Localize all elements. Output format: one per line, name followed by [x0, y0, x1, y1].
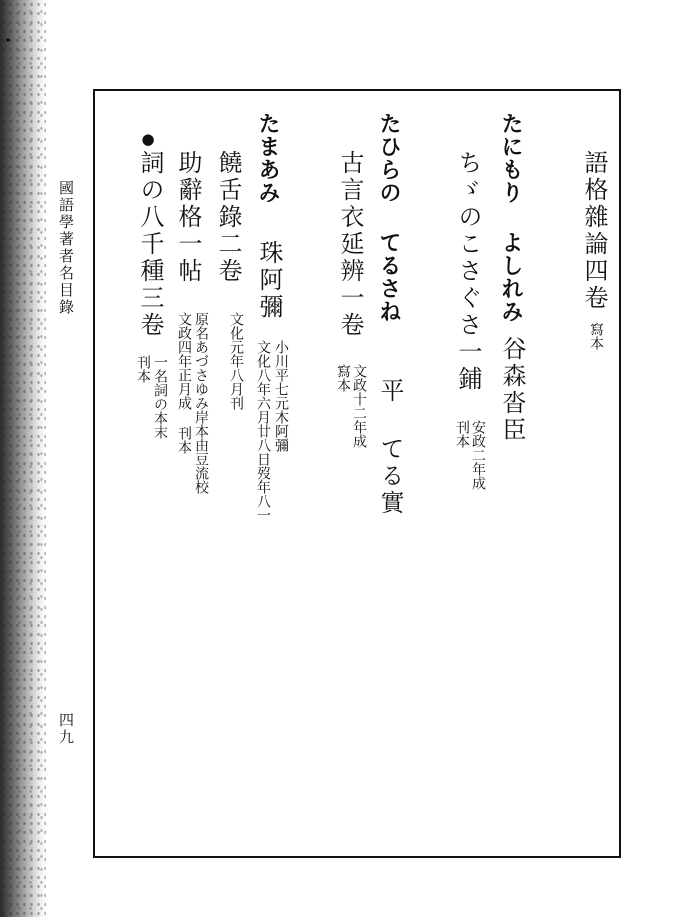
entry-2-reading-heading: たにもり よしれみ [498, 112, 524, 323]
entry-3-reading-heading: たひらの てるさね [376, 112, 402, 323]
entry-4-note-b: 文化八年六月廿八日歿年八一 [255, 340, 271, 522]
entry-1-note: 寫本 [588, 322, 604, 350]
entry-4-title-1-note: 文化元年八月刊 [228, 312, 244, 410]
entry-3-author: 平 てる實 [376, 378, 404, 517]
entry-2-author: 谷森沓臣 [498, 336, 526, 444]
entry-3-note-a: 文政十二年成 [351, 364, 367, 448]
entry-4-title-3-note-b: 刊本 [135, 355, 151, 383]
entry-4-bullet: ● [139, 130, 157, 148]
entry-3-note-b: 寫本 [335, 364, 351, 392]
entry-4-title-3-note-a: 一名詞の本末 [152, 355, 168, 439]
running-title: 國語學著者名目錄 [57, 180, 75, 316]
entry-4-title-2-note-a: 原名あづさゆみ岸本由豆流校 [193, 312, 209, 494]
entry-2-note-b: 刊本 [454, 420, 470, 448]
entry-4-title-2: 助辭格一帖 [174, 150, 202, 285]
entry-4-title-1: 饒舌錄二卷 [214, 150, 242, 285]
entry-2-title: ちゞのこさぐさ一鋪 [454, 150, 482, 393]
entry-4-title-2-note-b: 文政四年正月成 刊本 [176, 312, 192, 454]
entry-4-reading-heading: たまあみ [255, 112, 281, 204]
entry-3-title: 古言衣延辨一卷 [336, 150, 364, 339]
entry-4-title-3: 詞の八千種三卷 [136, 150, 164, 339]
entry-4-author: 珠阿彌 [255, 240, 283, 321]
page-number: 四九 [57, 712, 75, 746]
entry-1-title: 語格雜論四卷 [580, 150, 608, 312]
spine-speckle [0, 0, 46, 917]
entry-4-note-a: 小川平七元木阿彌 [273, 340, 289, 452]
entry-2-note-a: 安政二年成 [470, 420, 486, 490]
